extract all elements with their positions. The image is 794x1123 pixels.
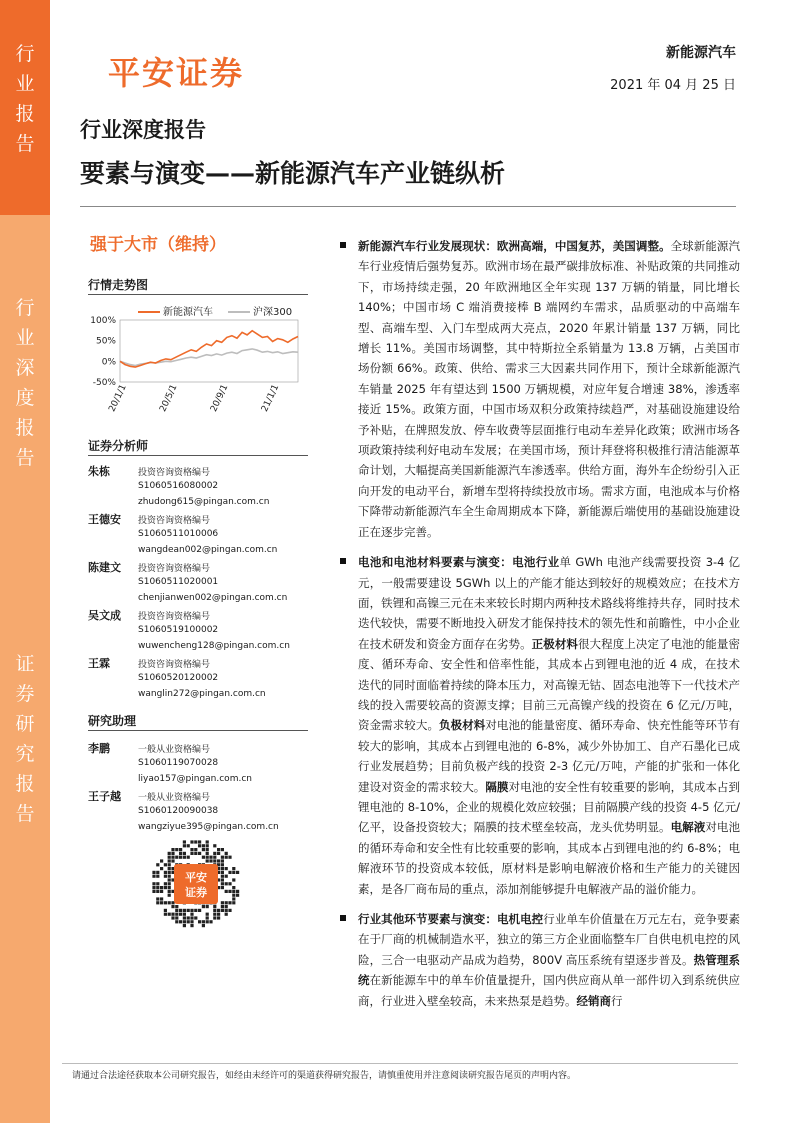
analyst-name: 吴文成 bbox=[88, 609, 121, 622]
legend-label: 新能源汽车 bbox=[163, 307, 213, 318]
analyst-name: 王霖 bbox=[88, 657, 110, 670]
paragraph-lead: 新能源汽车行业发展现状：欧洲高端，中国复苏，美国调整。 bbox=[358, 239, 671, 253]
report-date: 2021 年 04 月 25 日 bbox=[610, 78, 736, 93]
paragraph-body: 电池行业单 GWh 电池产线需要投资 3-4 亿元，一般需要建设 5GWh 以上的产能才能达到较好的规模效应；在技术方面，铁锂和高镍三元在未来较长时期内两种技术路线将维持共存，同时技术迭代较快，需要不断地投入研发才能保持技术的领先性和前瞻性，中小企业在技术研发和资金方面存在劣势。正极材料很大程度上决定了电池的能量密度、循环寿命、安全性和倍率性能，其成本占到锂电池的近 4 成，在技术迭代的同时面临着持续的降本压力，对高镍无钴、固态电池等下一代技术产线的投入需要较高的资源支撑；目前三元高镍产线的投资在 6 亿元/万吨，资金需求较大。负极材料对电池的能量密度、循环寿命、快充性能等环节有较大的影响，其成本占到锂电池的 6-8%，减少外协加工、自产石墨化已成行业发展趋势；目前负极产线的投资 2-3 亿元/万吨，产能的扩张和一体化建设对资金的需求较大。隔膜对电池的安全性有较重要的影响，其成本占到锂电池的 8-10%，企业的规模化效应较强；目前隔膜产线的投资 4-5 亿元/亿平，设备投资较大；隔膜的技术壁垒较高，龙头优势明显。电解液对电池的循环寿命和安全性有比较重要的影响，其成本占到锂电池的约 6-8%；电解液环节的投资成本较低，原材料是影响电解液价格和生产能力的关键因素，是各厂商布局的重点，添加剂能够提升电解液产品的溢价能力。 bbox=[358, 555, 741, 896]
y-tick-label: 0% bbox=[101, 357, 116, 368]
paragraph-lead: 行业其他环节要素与演变： bbox=[358, 912, 497, 926]
x-tick-label: 20/5/1 bbox=[158, 383, 180, 414]
x-tick-label: 20/1/1 bbox=[107, 383, 129, 414]
side-tag-char: 行 bbox=[15, 297, 35, 319]
analyst-email[interactable]: wangziyue395@pingan.com.cn bbox=[138, 822, 279, 832]
analyst-license-label: 一般从业资格编号 bbox=[138, 745, 211, 755]
side-tag-char: 告 bbox=[15, 803, 35, 825]
qr-code bbox=[150, 838, 242, 930]
analysts-heading: 证券分析师 bbox=[88, 439, 149, 453]
analyst-email[interactable]: wangdean002@pingan.com.cn bbox=[138, 545, 278, 555]
sector-label: 新能源汽车 bbox=[666, 45, 736, 61]
analyst-email[interactable]: wanglin272@pingan.com.cn bbox=[138, 689, 266, 699]
analyst-name: 朱栋 bbox=[88, 465, 110, 478]
side-tag-char: 报 bbox=[15, 417, 35, 439]
bullet-square-icon bbox=[340, 558, 346, 564]
report-title: 要素与演变——新能源汽车产业链纵析 bbox=[80, 159, 506, 188]
analysts-heading-rule bbox=[88, 455, 308, 456]
bullet-square-icon bbox=[340, 915, 346, 921]
y-tick-label: 100% bbox=[90, 316, 116, 326]
analyst-license-no: S1060516080002 bbox=[138, 481, 219, 491]
x-tick-label: 20/9/1 bbox=[209, 383, 231, 414]
side-tag-char: 行 bbox=[15, 43, 35, 65]
chart-frame bbox=[120, 320, 298, 382]
analyst-license-no: S1060120090038 bbox=[138, 806, 219, 816]
report-type: 行业深度报告 bbox=[80, 118, 206, 142]
bullet-square-icon bbox=[340, 242, 346, 248]
svg-text:平安: 平安 bbox=[185, 871, 207, 884]
analyst-license-label: 投资咨询资格编号 bbox=[138, 516, 211, 526]
header-meta bbox=[610, 42, 736, 93]
side-tag-char: 究 bbox=[15, 743, 35, 765]
analyst-name: 陈建文 bbox=[88, 561, 121, 574]
analyst-license-no: S1060519100002 bbox=[138, 625, 219, 635]
side-tag-char: 报 bbox=[15, 773, 35, 795]
side-tag-industry-report bbox=[0, 42, 50, 162]
side-tag-char: 告 bbox=[15, 447, 35, 469]
side-strip bbox=[0, 0, 50, 1123]
rating-label: 强于大市（维持） bbox=[90, 235, 226, 255]
side-tag-deep-report bbox=[0, 296, 50, 476]
brand-logo: 平安证券 bbox=[108, 54, 245, 92]
footer-disclaimer: 请通过合法途径获取本公司研究报告，如经由未经许可的渠道获得研究报告，请慎重使用并注意阅读研究报告尾页的声明内容。 bbox=[72, 1071, 577, 1081]
side-tag-research-report bbox=[0, 652, 50, 832]
svg-text:证券: 证券 bbox=[185, 886, 207, 899]
analyst-license-label: 投资咨询资格编号 bbox=[138, 468, 211, 478]
analyst-name: 王德安 bbox=[88, 513, 121, 526]
side-tag-char: 券 bbox=[15, 683, 35, 705]
analyst-email[interactable]: zhudong615@pingan.com.cn bbox=[138, 497, 270, 507]
analyst-email[interactable]: chenjianwen002@pingan.com.cn bbox=[138, 593, 288, 603]
side-tag-char: 度 bbox=[15, 387, 35, 409]
assistants-heading-rule bbox=[88, 730, 308, 731]
price-trend-chart bbox=[88, 300, 308, 422]
analyst-license-label: 一般从业资格编号 bbox=[138, 793, 211, 803]
paragraph-text bbox=[358, 236, 740, 542]
series-line-0 bbox=[120, 331, 298, 367]
summary-paragraph bbox=[340, 552, 740, 899]
y-tick-label: -50% bbox=[92, 378, 116, 388]
side-tag-char: 研 bbox=[15, 713, 35, 735]
legend-label: 沪深300 bbox=[253, 307, 293, 318]
assistants-heading: 研究助理 bbox=[88, 714, 137, 728]
side-tag-char: 报 bbox=[15, 103, 35, 125]
title-divider bbox=[80, 206, 736, 207]
analyst-license-no: S1060511010006 bbox=[138, 529, 219, 539]
analyst-license-no: S1060119070028 bbox=[138, 758, 219, 768]
summary-paragraph bbox=[340, 236, 740, 542]
paragraph-text bbox=[358, 909, 740, 1011]
chart-heading: 行情走势图 bbox=[88, 278, 149, 292]
chart-heading-rule bbox=[88, 294, 308, 295]
paragraph-lead: 电池和电池材料要素与演变： bbox=[358, 555, 513, 570]
analyst-license-label: 投资咨询资格编号 bbox=[138, 612, 211, 622]
analyst-email[interactable]: liyao157@pingan.com.cn bbox=[138, 774, 252, 784]
analyst-license-label: 投资咨询资格编号 bbox=[138, 660, 211, 670]
footer-rule bbox=[62, 1063, 738, 1064]
side-tag-char: 业 bbox=[15, 327, 35, 349]
side-tag-char: 深 bbox=[15, 357, 35, 379]
summary-column bbox=[340, 236, 740, 1021]
summary-paragraph bbox=[340, 909, 740, 1011]
paragraph-body: 全球新能源汽车行业疫情后强势复苏。欧洲市场在最严碳排放标准、补贴政策的共同推动下，市场持续走强，20 年欧洲地区全年实现 137 万辆的销量，同比增长 140%；中国市场 C 端消费接棒 B 端网约车需求，品质驱动的中高端车型、高端车型、入门车型成两大亮点，2020 年累计销量 137 万辆，同比增长 11%。美国市场调整，其中特斯拉全系销量为 13.8 万辆，占美国市场份额 66%。政策、供给、需求三大因素共同作用下，预计全球新能源汽车销量 2025 年有望达到 1500 万辆规模，对应年复合增速 38%，渗透率接近 15%。政策方面，中国市场双积分政策持续趋严，对基础设施建设给予补贴，在牌照发放、停车收费等层面推行电动车差异化政策；欧洲市场各项政策持续利好电动车发展；在美国市场，预计拜登将积极推行清洁能源革命计划，大幅提高美国新能源汽车渗透率。供给方面，海外车企纷纷引入正向开发的电动平台，新增车型将持续投放市场。需求方面，电池成本与价格下降带动新能源汽车全生命周期成本下降，新能源后端使用的基础设施建设正在逐步完善。 bbox=[358, 239, 740, 539]
analyst-email[interactable]: wuwencheng128@pingan.com.cn bbox=[138, 641, 290, 651]
analyst-license-label: 投资咨询资格编号 bbox=[138, 564, 211, 574]
side-tag-char: 证 bbox=[15, 653, 35, 675]
side-tag-char: 业 bbox=[15, 73, 35, 95]
analyst-license-no: S1060520120002 bbox=[138, 673, 219, 683]
analyst-license-no: S1060511020001 bbox=[138, 577, 219, 587]
analyst-name: 李鹏 bbox=[88, 742, 110, 755]
paragraph-text bbox=[358, 552, 740, 899]
paragraph-body: 电机电控行业单车价值量在万元左右，竞争要素在于厂商的机械制造水平，独立的第三方企业面临整车厂自供电机电控的风险，三合一电驱动产品成为趋势，800V 高压系统有望逐步普及。热管理系统在新能源车中的单车价值量提升，国内供应商从单一部件切入到系统供应商，行业进入壁垒较高，未来热泵是趋势。经销商行 bbox=[358, 912, 740, 1008]
analyst-name: 王子越 bbox=[88, 790, 121, 803]
y-tick-label: 50% bbox=[95, 336, 116, 347]
side-tag-char: 告 bbox=[15, 133, 35, 155]
x-tick-label: 21/1/1 bbox=[259, 383, 282, 414]
